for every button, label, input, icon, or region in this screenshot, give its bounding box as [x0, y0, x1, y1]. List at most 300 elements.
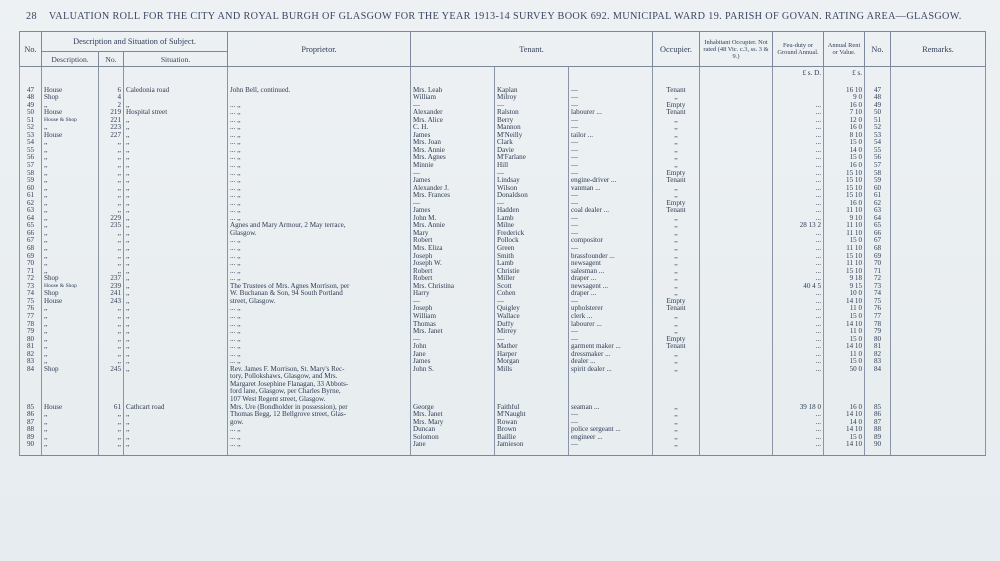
page-number: 28: [26, 11, 37, 22]
feu-duty-cell: ...: [773, 366, 824, 374]
table-row: [20, 260, 986, 268]
entry-number-cell: 53: [20, 132, 42, 140]
entry-number-cell: 60: [20, 185, 42, 193]
entry-number-cell: 57: [20, 162, 42, 170]
feu-duty-cell: [773, 381, 824, 389]
description-cell: ,,: [42, 328, 99, 336]
annual-rent-cell: [824, 373, 865, 381]
situation-cell: ,,: [124, 441, 228, 456]
situation-cell: ,,: [124, 215, 228, 223]
tenant-surname-cell: Lamb: [495, 215, 569, 223]
remarks-cell: [891, 381, 986, 389]
entry-number-right-cell: 83: [865, 358, 891, 366]
proprietor-cell: W. Buchanan & Son, 94 South Portland: [228, 290, 411, 298]
inhabitant-occupier-cell: [700, 336, 773, 344]
entry-number-cell: 90: [20, 441, 42, 456]
annual-rent-cell: 15 0: [824, 336, 865, 344]
tenant-surname-cell: Faithful: [495, 404, 569, 412]
inhabitant-occupier-cell: [700, 388, 773, 396]
entry-number-right-cell: [865, 381, 891, 389]
occupier-status-cell: ,,: [653, 215, 700, 223]
feu-duty-cell: ...: [773, 411, 824, 419]
tenant-surname-cell: M'Naught: [495, 411, 569, 419]
inhabitant-occupier-cell: [700, 290, 773, 298]
occupier-status-cell: ,,: [653, 253, 700, 261]
remarks-cell: [891, 305, 986, 313]
feu-duty-cell: 28 13 2: [773, 222, 824, 230]
description-cell: ,,: [42, 313, 99, 321]
situation-cell: ,,: [124, 117, 228, 125]
tenant-surname-cell: Milroy: [495, 94, 569, 102]
house-number-cell: [99, 373, 124, 381]
situation-cell: [124, 388, 228, 396]
remarks-cell: [891, 117, 986, 125]
situation-cell: ,,: [124, 260, 228, 268]
description-cell: ,,: [42, 253, 99, 261]
occupier-status-cell: ,,: [653, 351, 700, 359]
house-number-cell: 239: [99, 283, 124, 291]
situation-cell: ,,: [124, 366, 228, 374]
house-number-cell: ,,: [99, 419, 124, 427]
table-row: [20, 147, 986, 155]
entry-number-right-cell: 78: [865, 321, 891, 329]
tenant-surname-cell: —: [495, 200, 569, 208]
tenant-surname-cell: Lamb: [495, 260, 569, 268]
description-cell: [42, 373, 99, 381]
entry-number-right-cell: 49: [865, 102, 891, 110]
occupier-status-cell: ,,: [653, 162, 700, 170]
situation-cell: ,,: [124, 321, 228, 329]
entry-number-right-cell: 80: [865, 336, 891, 344]
annual-rent-cell: 15 0: [824, 139, 865, 147]
tenant-surname-cell: Mannon: [495, 124, 569, 132]
table-row: [20, 419, 986, 427]
tenant-occupation-cell: seaman ...: [569, 404, 653, 412]
house-number-cell: ,,: [99, 185, 124, 193]
description-cell: ,,: [42, 426, 99, 434]
entry-number-cell: 47: [20, 78, 42, 95]
annual-rent-cell: 14 10: [824, 321, 865, 329]
tenant-surname-cell: M'Farlane: [495, 154, 569, 162]
inhabitant-occupier-cell: [700, 139, 773, 147]
annual-rent-cell: 11 0: [824, 305, 865, 313]
remarks-cell: [891, 313, 986, 321]
table-row: [20, 268, 986, 276]
tenant-occupation-cell: [569, 373, 653, 381]
roll-body: [20, 67, 986, 456]
occupier-status-cell: Empty: [653, 102, 700, 110]
description-cell: ,,: [42, 124, 99, 132]
situation-cell: Caledonia road: [124, 78, 228, 95]
description-cell: ,,: [42, 230, 99, 238]
tenant-forename-cell: —: [411, 200, 495, 208]
house-number-cell: ,,: [99, 154, 124, 162]
entry-number-right-cell: 69: [865, 253, 891, 261]
tenant-forename-cell: Mrs. Annie: [411, 222, 495, 230]
tenant-forename-cell: Robert: [411, 275, 495, 283]
occupier-status-cell: [653, 396, 700, 404]
description-cell: ,,: [42, 154, 99, 162]
entry-number-cell: 54: [20, 139, 42, 147]
annual-rent-cell: 15 10: [824, 170, 865, 178]
entry-number-right-cell: 59: [865, 177, 891, 185]
proprietor-cell: [228, 94, 411, 102]
table-row: [20, 192, 986, 200]
inhabitant-occupier-cell: [700, 321, 773, 329]
proprietor-cell: ... ,,: [228, 358, 411, 366]
proprietor-cell: ... ,,: [228, 147, 411, 155]
occupier-status-cell: ,,: [653, 94, 700, 102]
tenant-occupation-cell: —: [569, 147, 653, 155]
table-row: [20, 343, 986, 351]
situation-cell: ,,: [124, 328, 228, 336]
proprietor-cell: ... ,,: [228, 154, 411, 162]
remarks-cell: [891, 170, 986, 178]
entry-number-cell: 50: [20, 109, 42, 117]
inhabitant-occupier-cell: [700, 207, 773, 215]
situation-cell: ,,: [124, 170, 228, 178]
entry-number-cell: 63: [20, 207, 42, 215]
inhabitant-occupier-cell: [700, 366, 773, 374]
annual-rent-cell: 14 0: [824, 419, 865, 427]
table-row: [20, 222, 986, 230]
annual-rent-cell: 8 10: [824, 132, 865, 140]
remarks-cell: [891, 321, 986, 329]
col-no2-header: No.: [865, 32, 891, 67]
entry-number-right-cell: 48: [865, 94, 891, 102]
situation-cell: ,,: [124, 124, 228, 132]
feu-duty-cell: ...: [773, 185, 824, 193]
description-cell: ,,: [42, 147, 99, 155]
tenant-occupation-cell: tailor ...: [569, 132, 653, 140]
feu-duty-cell: ...: [773, 230, 824, 238]
table-row: [20, 351, 986, 359]
tenant-occupation-cell: labourer ...: [569, 321, 653, 329]
remarks-cell: [891, 222, 986, 230]
tenant-surname-cell: Mills: [495, 366, 569, 374]
remarks-cell: [891, 147, 986, 155]
tenant-surname-cell: —: [495, 102, 569, 110]
house-number-cell: [99, 396, 124, 404]
situation-cell: ,,: [124, 419, 228, 427]
situation-cell: ,,: [124, 237, 228, 245]
house-number-cell: ,,: [99, 441, 124, 456]
tenant-surname-cell: [495, 396, 569, 404]
tenant-occupation-cell: —: [569, 94, 653, 102]
feu-duty-cell: ...: [773, 237, 824, 245]
proprietor-cell: ... ,,: [228, 321, 411, 329]
entry-number-right-cell: 81: [865, 343, 891, 351]
description-cell: [42, 388, 99, 396]
inhabitant-occupier-cell: [700, 245, 773, 253]
entry-number-right-cell: 86: [865, 411, 891, 419]
situation-cell: ,,: [124, 253, 228, 261]
inhabitant-occupier-cell: [700, 260, 773, 268]
feu-duty-cell: ...: [773, 124, 824, 132]
tenant-occupation-cell: garment maker ...: [569, 343, 653, 351]
inhabitant-occupier-cell: [700, 434, 773, 442]
tenant-occupation-cell: brassfounder ...: [569, 253, 653, 261]
proprietor-cell: ... ,,: [228, 207, 411, 215]
entry-number-right-cell: 51: [865, 117, 891, 125]
entry-number-right-cell: 85: [865, 404, 891, 412]
tenant-forename-cell: James: [411, 207, 495, 215]
tenant-occupation-cell: [569, 381, 653, 389]
house-number-cell: ,,: [99, 192, 124, 200]
remarks-cell: [891, 358, 986, 366]
entry-number-cell: 79: [20, 328, 42, 336]
tenant-occupation-cell: salesman ...: [569, 268, 653, 276]
tenant-surname-cell: Baillie: [495, 434, 569, 442]
feu-units: £ s. D.: [773, 67, 824, 78]
table-row: [20, 237, 986, 245]
house-number-cell: ,,: [99, 351, 124, 359]
tenant-forename-cell: George: [411, 404, 495, 412]
annual-rent-cell: 14 10: [824, 441, 865, 456]
entry-number-cell: 73: [20, 283, 42, 291]
tenant-forename-cell: Jane: [411, 351, 495, 359]
tenant-occupation-cell: —: [569, 154, 653, 162]
description-cell: ,,: [42, 268, 99, 276]
tenant-surname-cell: Cohen: [495, 290, 569, 298]
entry-number-cell: 89: [20, 434, 42, 442]
tenant-surname-cell: Brown: [495, 426, 569, 434]
table-row: [20, 94, 986, 102]
tenant-occupation-cell: engine-driver ...: [569, 177, 653, 185]
tenant-occupation-cell: engineer ...: [569, 434, 653, 442]
situation-cell: ,,: [124, 298, 228, 306]
entry-number-right-cell: 61: [865, 192, 891, 200]
remarks-cell: [891, 388, 986, 396]
inhabitant-occupier-cell: [700, 192, 773, 200]
annual-rent-cell: 16 0: [824, 404, 865, 412]
tenant-surname-cell: Berry: [495, 117, 569, 125]
table-row: [20, 139, 986, 147]
tenant-surname-cell: Frederick: [495, 230, 569, 238]
annual-rent-cell: 16 0: [824, 200, 865, 208]
remarks-cell: [891, 215, 986, 223]
description-cell: House: [42, 109, 99, 117]
proprietor-cell: ... ,,: [228, 132, 411, 140]
description-cell: [42, 381, 99, 389]
tenant-surname-cell: Harper: [495, 351, 569, 359]
annual-rent-cell: 14 10: [824, 343, 865, 351]
feu-duty-cell: ...: [773, 351, 824, 359]
feu-duty-cell: ...: [773, 177, 824, 185]
annual-rent-cell: 16 0: [824, 102, 865, 110]
description-cell: ,,: [42, 321, 99, 329]
entry-number-right-cell: [865, 373, 891, 381]
entry-number-right-cell: [865, 388, 891, 396]
entry-number-right-cell: 79: [865, 328, 891, 336]
remarks-cell: [891, 102, 986, 110]
entry-number-right-cell: 72: [865, 275, 891, 283]
tenant-surname-cell: Green: [495, 245, 569, 253]
tenant-surname-cell: Quigley: [495, 305, 569, 313]
annual-rent-cell: 11 10: [824, 222, 865, 230]
inhabitant-occupier-cell: [700, 358, 773, 366]
tenant-forename-cell: Mrs. Eliza: [411, 245, 495, 253]
remarks-cell: [891, 328, 986, 336]
inhabitant-occupier-cell: [700, 343, 773, 351]
tenant-occupation-cell: —: [569, 117, 653, 125]
table-row: [20, 253, 986, 261]
entry-number-cell: 68: [20, 245, 42, 253]
occupier-status-cell: ,,: [653, 124, 700, 132]
col-inhabitant-header: Inhabitant Occupier. Not rated (48 Vic. c.3, ss. 3 & 9.): [700, 32, 773, 67]
tenant-surname-cell: Wallace: [495, 313, 569, 321]
entry-number-right-cell: 68: [865, 245, 891, 253]
tenant-occupation-cell: [569, 396, 653, 404]
description-cell: House & Shop: [42, 117, 99, 125]
house-number-cell: 6: [99, 78, 124, 95]
entry-number-cell: 70: [20, 260, 42, 268]
table-row: [20, 290, 986, 298]
occupier-status-cell: ,,: [653, 139, 700, 147]
house-number-cell: ,,: [99, 426, 124, 434]
entry-number-cell: 56: [20, 154, 42, 162]
description-cell: ,,: [42, 215, 99, 223]
tenant-surname-cell: Lindsay: [495, 177, 569, 185]
occupier-status-cell: Tenant: [653, 207, 700, 215]
table-row: [20, 230, 986, 238]
entry-number-cell: 51: [20, 117, 42, 125]
occupier-status-cell: Empty: [653, 336, 700, 344]
occupier-status-cell: [653, 388, 700, 396]
remarks-cell: [891, 245, 986, 253]
tenant-surname-cell: —: [495, 170, 569, 178]
house-number-cell: 219: [99, 109, 124, 117]
entry-number-cell: 82: [20, 351, 42, 359]
inhabitant-occupier-cell: [700, 170, 773, 178]
occupier-status-cell: ,,: [653, 419, 700, 427]
situation-cell: ,,: [124, 245, 228, 253]
annual-rent-cell: 15 0: [824, 313, 865, 321]
description-cell: ,,: [42, 358, 99, 366]
tenant-forename-cell: John S.: [411, 366, 495, 374]
tenant-occupation-cell: dealer ...: [569, 358, 653, 366]
col-tenant-header: Tenant.: [411, 32, 653, 67]
tenant-occupation-cell: clerk ...: [569, 313, 653, 321]
inhabitant-occupier-cell: [700, 426, 773, 434]
tenant-forename-cell: Mrs. Janet: [411, 411, 495, 419]
table-row: [20, 441, 986, 456]
description-cell: [42, 396, 99, 404]
occupier-status-cell: ,,: [653, 222, 700, 230]
proprietor-cell: ... ,,: [228, 192, 411, 200]
entry-number-right-cell: 52: [865, 124, 891, 132]
remarks-cell: [891, 94, 986, 102]
occupier-status-cell: ,,: [653, 290, 700, 298]
tenant-occupation-cell: —: [569, 419, 653, 427]
feu-duty-cell: [773, 396, 824, 404]
situation-cell: ,,: [124, 185, 228, 193]
occupier-status-cell: ,,: [653, 117, 700, 125]
tenant-occupation-cell: [569, 388, 653, 396]
proprietor-cell: ... ,,: [228, 117, 411, 125]
table-row: [20, 102, 986, 110]
description-cell: House: [42, 298, 99, 306]
entry-number-right-cell: 77: [865, 313, 891, 321]
house-number-cell: ,,: [99, 139, 124, 147]
situation-cell: Cathcart road: [124, 404, 228, 412]
occupier-status-cell: ,,: [653, 230, 700, 238]
entry-number-cell: 87: [20, 419, 42, 427]
entry-number-right-cell: 88: [865, 426, 891, 434]
tenant-surname-cell: —: [495, 336, 569, 344]
entry-number-cell: 74: [20, 290, 42, 298]
inhabitant-occupier-cell: [700, 283, 773, 291]
tenant-occupation-cell: upholsterer: [569, 305, 653, 313]
description-cell: ,,: [42, 245, 99, 253]
situation-cell: ,,: [124, 200, 228, 208]
situation-cell: ,,: [124, 162, 228, 170]
inhabitant-occupier-cell: [700, 222, 773, 230]
inhabitant-occupier-cell: [700, 373, 773, 381]
table-row: [20, 132, 986, 140]
house-number-cell: ,,: [99, 253, 124, 261]
remarks-cell: [891, 132, 986, 140]
table-row: [20, 109, 986, 117]
proprietor-cell: ... ,,: [228, 170, 411, 178]
inhabitant-occupier-cell: [700, 237, 773, 245]
col-occupier-header: Occupier.: [653, 32, 700, 67]
feu-duty-cell: ...: [773, 215, 824, 223]
entry-number-right-cell: 55: [865, 147, 891, 155]
proprietor-cell: ... ,,: [228, 124, 411, 132]
tenant-forename-cell: Mrs. Annie: [411, 147, 495, 155]
entry-number-right-cell: 76: [865, 305, 891, 313]
proprietor-cell: ... ,,: [228, 441, 411, 456]
table-row: [20, 404, 986, 412]
table-row: [20, 411, 986, 419]
feu-duty-cell: ...: [773, 298, 824, 306]
tenant-surname-cell: Pollock: [495, 237, 569, 245]
tenant-occupation-cell: labourer ...: [569, 109, 653, 117]
description-cell: ,,: [42, 102, 99, 110]
house-number-cell: 227: [99, 132, 124, 140]
entry-number-cell: 52: [20, 124, 42, 132]
remarks-cell: [891, 298, 986, 306]
occupier-status-cell: ,,: [653, 147, 700, 155]
situation-cell: ,,: [124, 305, 228, 313]
occupier-status-cell: ,,: [653, 321, 700, 329]
tenant-forename-cell: Mrs. Alice: [411, 117, 495, 125]
situation-cell: ,,: [124, 177, 228, 185]
situation-cell: ,,: [124, 230, 228, 238]
col-annual-rent-header: Annual Rent or Value.: [824, 32, 865, 67]
entry-number-cell: 75: [20, 298, 42, 306]
annual-rent-cell: 9 10: [824, 215, 865, 223]
feu-duty-cell: ...: [773, 192, 824, 200]
remarks-cell: [891, 283, 986, 291]
occupier-status-cell: Tenant: [653, 305, 700, 313]
feu-duty-cell: ...: [773, 132, 824, 140]
entry-number-right-cell: 54: [865, 139, 891, 147]
annual-rent-cell: 15 10: [824, 177, 865, 185]
proprietor-cell: Glasgow.: [228, 230, 411, 238]
tenant-forename-cell: —: [411, 298, 495, 306]
inhabitant-occupier-cell: [700, 177, 773, 185]
proprietor-cell: Thomas Begg, 12 Bellgrove street, Glas-: [228, 411, 411, 419]
proprietor-cell: ... ,,: [228, 200, 411, 208]
feu-duty-cell: [773, 78, 824, 95]
inhabitant-occupier-cell: [700, 328, 773, 336]
occupier-status-cell: ,,: [653, 192, 700, 200]
description-cell: ,,: [42, 207, 99, 215]
occupier-status-cell: Empty: [653, 200, 700, 208]
tenant-surname-cell: Jamieson: [495, 441, 569, 456]
